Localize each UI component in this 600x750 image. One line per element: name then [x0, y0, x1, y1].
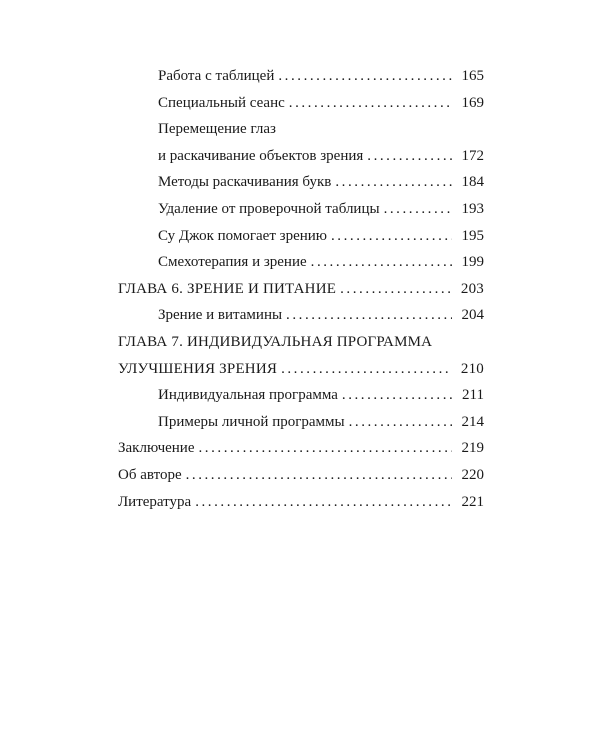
toc-entry-title: Зрение и витамины: [158, 307, 283, 324]
toc-entry: [118, 489, 484, 516]
toc-entry: [118, 249, 484, 276]
toc-entry-title: и раскачивание объектов зрения: [158, 147, 364, 164]
table-of-contents: [118, 63, 484, 515]
toc-entry-title: Су Джок помогает зрению: [158, 227, 327, 244]
toc-dot-leader: [278, 63, 452, 90]
toc-chapter-entry: [118, 356, 484, 383]
toc-entry: [118, 196, 484, 223]
toc-entry: [118, 302, 484, 329]
toc-page-number: 169: [461, 94, 484, 111]
toc-page-number: 193: [461, 200, 484, 217]
toc-dot-leader: [367, 143, 452, 170]
toc-dot-leader: [289, 90, 452, 117]
toc-page-number: 219: [461, 440, 484, 457]
toc-entry-title: Методы раскачивания букв: [158, 174, 332, 191]
toc-entry: [118, 382, 484, 409]
toc-entry: [118, 169, 484, 196]
toc-entry: [118, 116, 484, 143]
toc-entry-title: Индивидуальная программа: [158, 387, 338, 404]
toc-entry-title: ГЛАВА 7. ИНДИВИДУАЛЬНАЯ ПРОГРАММА: [118, 333, 433, 350]
toc-dot-leader: [335, 169, 452, 196]
toc-dot-leader: [195, 489, 452, 516]
toc-dot-leader: [342, 382, 452, 409]
toc-entry-title: Примеры личной программы: [158, 413, 345, 430]
toc-entry-title: УЛУЧШЕНИЯ ЗРЕНИЯ: [118, 360, 278, 377]
toc-page-number: 172: [461, 147, 484, 164]
toc-entry-title: Заключение: [118, 440, 195, 457]
toc-dot-leader: [340, 276, 452, 303]
toc-dot-leader: [331, 223, 452, 250]
toc-page-number: 211: [462, 387, 484, 404]
toc-dot-leader: [311, 249, 452, 276]
toc-chapter-entry: [118, 276, 484, 303]
toc-page-number: 199: [461, 254, 484, 271]
toc-entry-title: Смехотерапия и зрение: [158, 254, 307, 271]
toc-entry-title: Работа с таблицей: [158, 68, 275, 84]
toc-dot-leader: [286, 302, 452, 329]
toc-entry: [118, 143, 484, 170]
toc-page-number: 214: [461, 413, 484, 430]
toc-page-number: 204: [461, 307, 484, 324]
toc-entry-title: Перемещение глаз: [158, 121, 276, 138]
toc-page-number: 210: [460, 360, 484, 377]
toc-entry-title: Об авторе: [118, 466, 182, 483]
toc-dot-leader: [186, 462, 452, 489]
toc-entry: [118, 462, 484, 489]
toc-dot-leader: [281, 356, 452, 383]
toc-page-number: 221: [461, 493, 484, 510]
toc-entry: [118, 409, 484, 436]
toc-page-number: 203: [460, 280, 484, 297]
toc-entry: [118, 223, 484, 250]
toc-page-number: 195: [461, 227, 484, 244]
toc-page-number: 220: [461, 466, 484, 483]
toc-entry-title: Специальный сеанс: [158, 94, 285, 111]
toc-entry-title: ГЛАВА 6. ЗРЕНИЕ И ПИТАНИЕ: [118, 280, 337, 297]
toc-page-number: 165: [461, 68, 484, 84]
toc-entry: [118, 63, 484, 90]
toc-dot-leader: [349, 409, 452, 436]
toc-dot-leader: [199, 435, 453, 462]
toc-entry: [118, 435, 484, 462]
toc-page-number: 184: [461, 174, 484, 191]
toc-dot-leader: [384, 196, 452, 223]
toc-entry-title: Литература: [118, 493, 192, 510]
toc-chapter-entry: [118, 329, 484, 356]
toc-entry: [118, 90, 484, 117]
toc-entry-title: Удаление от проверочной таблицы: [158, 200, 380, 217]
